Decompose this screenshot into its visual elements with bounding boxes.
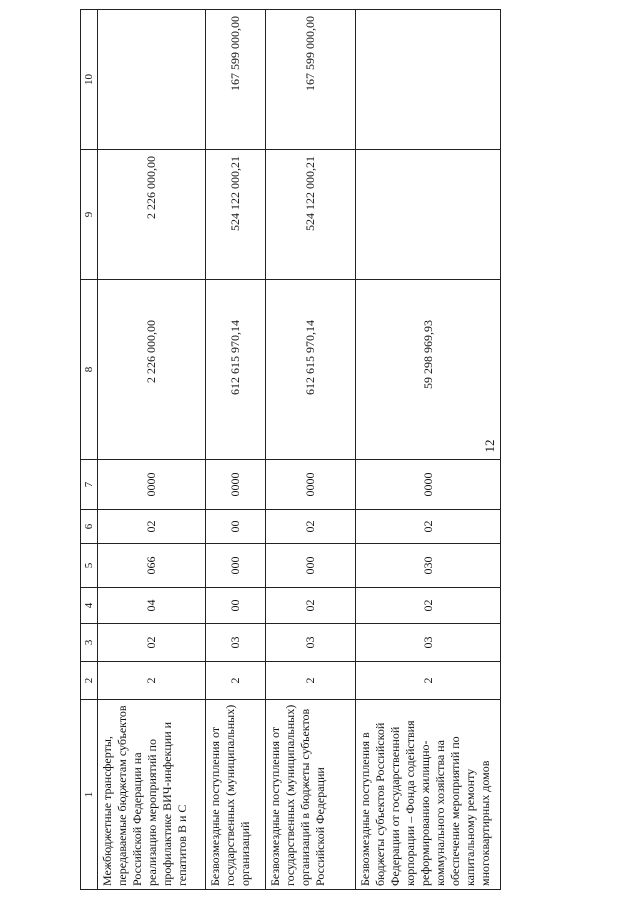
cell-c4: 04	[98, 588, 206, 624]
header-col-5: 5	[81, 544, 98, 588]
cell-c10: 167 599 000,00	[266, 10, 356, 150]
cell-c5: 000	[206, 544, 266, 588]
header-col-10: 10	[81, 10, 98, 150]
cell-c3: 03	[356, 624, 501, 662]
cell-c7: 0000	[206, 460, 266, 510]
header-col-4: 4	[81, 588, 98, 624]
rotated-table-container	[80, 10, 492, 890]
cell-c4: 02	[356, 588, 501, 624]
cell-c10	[356, 10, 501, 150]
table-row	[266, 10, 356, 890]
cell-c5: 066	[98, 544, 206, 588]
cell-c9: 2 226 000,00	[98, 150, 206, 280]
cell-c3: 02	[98, 624, 206, 662]
cell-c5: 030	[356, 544, 501, 588]
header-col-1: 1	[81, 700, 98, 890]
cell-c3: 03	[266, 624, 356, 662]
cell-c4: 00	[206, 588, 266, 624]
row-name: Безвозмездные поступления от государственных (муниципальных) организаций	[206, 700, 266, 890]
cell-c6: 02	[266, 510, 356, 544]
header-col-3: 3	[81, 624, 98, 662]
cell-c6: 02	[98, 510, 206, 544]
cell-c2: 2	[206, 662, 266, 700]
cell-c6: 02	[356, 510, 501, 544]
table-row	[356, 10, 501, 890]
header-col-8: 8	[81, 280, 98, 460]
cell-c7: 0000	[266, 460, 356, 510]
cell-c7: 0000	[98, 460, 206, 510]
budget-table	[80, 9, 501, 890]
cell-c10	[98, 10, 206, 150]
cell-c9: 524 122 000,21	[206, 150, 266, 280]
cell-c2: 2	[98, 662, 206, 700]
cell-c4: 02	[266, 588, 356, 624]
cell-c8: 2 226 000,00	[98, 280, 206, 460]
header-col-2: 2	[81, 662, 98, 700]
header-col-7: 7	[81, 460, 98, 510]
table-row	[98, 10, 206, 890]
row-name: Безвозмездные поступления от государственных (муниципальных) организаций в бюджеты субъектов Российской Федерации	[266, 700, 356, 890]
cell-c2: 2	[266, 662, 356, 700]
header-col-9: 9	[81, 150, 98, 280]
header-row	[81, 10, 98, 890]
cell-c10: 167 599 000,00	[206, 10, 266, 150]
table-row	[206, 10, 266, 890]
cell-c7: 0000	[356, 460, 501, 510]
cell-c3: 03	[206, 624, 266, 662]
cell-c6: 00	[206, 510, 266, 544]
row-name: Межбюджетные трансферты, передаваемые бюджетам субъектов Российской Федерации на реализацию мероприятий по профилактике ВИЧ-инфекции и гепатитов В и С	[98, 700, 206, 890]
cell-c8: 612 615 970,14	[206, 280, 266, 460]
cell-c9: 524 122 000,21	[266, 150, 356, 280]
cell-c5: 000	[266, 544, 356, 588]
page-number: 12	[482, 439, 497, 453]
cell-c8: 612 615 970,14	[266, 280, 356, 460]
cell-c9	[356, 150, 501, 280]
cell-c2: 2	[356, 662, 501, 700]
header-col-6: 6	[81, 510, 98, 544]
row-name: Безвозмездные поступления в бюджеты субъектов Российской Федерации от государственной корпорации – Фонда содействия реформированию жилищно-коммунального хозяйства на обеспечение мероприятий по капитальному ремонту многоквартирных домов	[356, 700, 501, 890]
cell-c8: 59 298 969,93	[356, 280, 501, 460]
